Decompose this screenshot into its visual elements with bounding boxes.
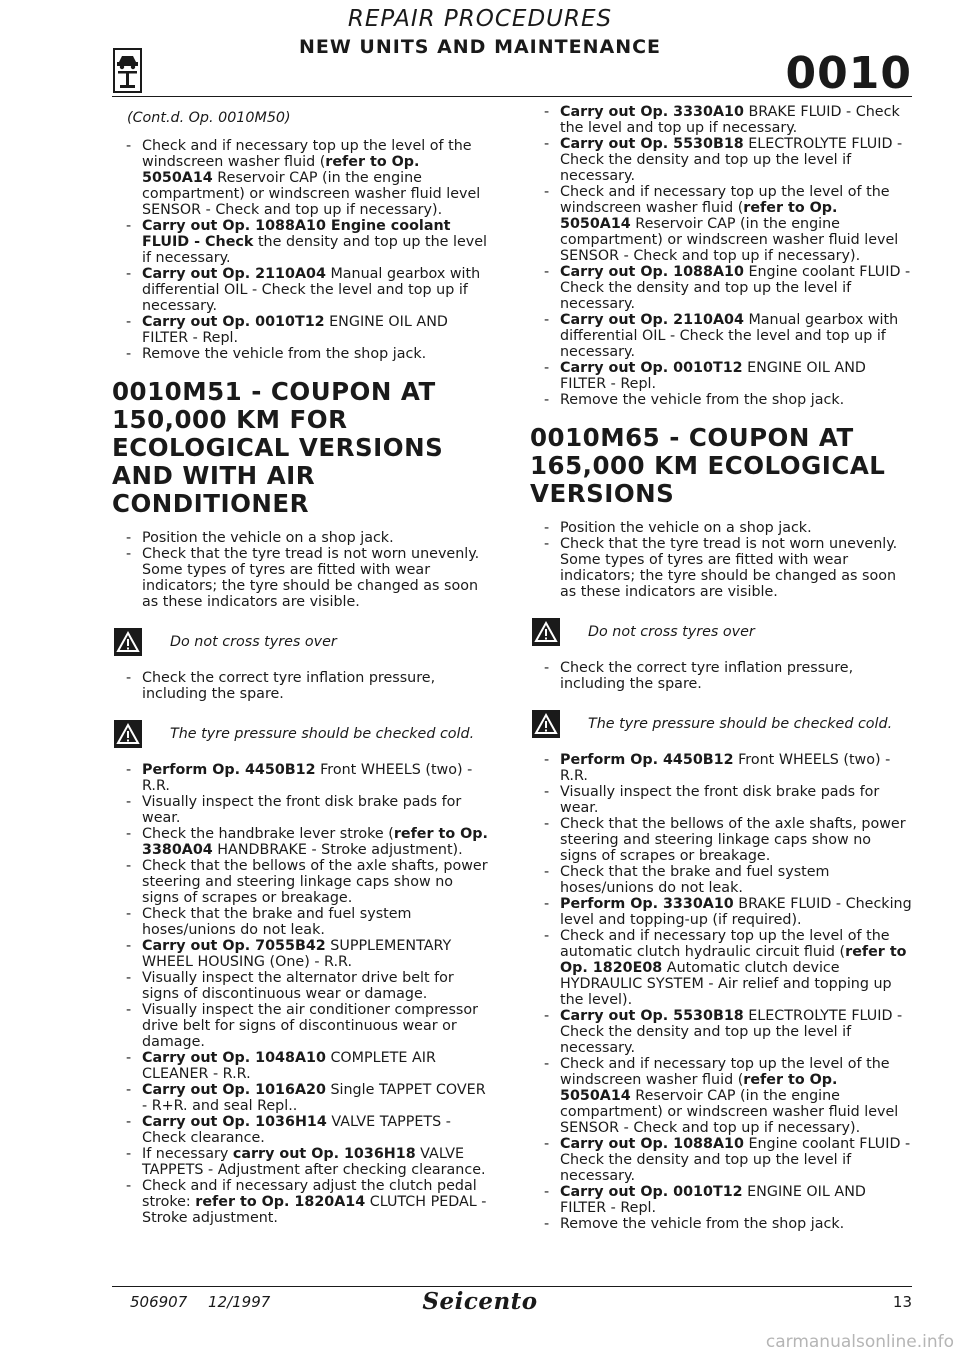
coupon-heading: 0010M65 - COUPON AT 165,000 KM ECOLOGICAL VERSIONS <box>530 423 886 508</box>
step-list <box>112 762 490 1226</box>
step-item: - Carry out Op. 3330A10 BRAKE FLUID - Check the level and top up if necessary. <box>530 104 912 136</box>
footer-divider <box>112 1286 912 1287</box>
step-item: - Perform Op. 4450B12 Front WHEELS (two) - R.R. <box>530 752 912 784</box>
step-item: - Carry out Op. 1016A20 Single TAPPET COVER - R+R. and seal Repl.. <box>112 1082 490 1114</box>
warning-note <box>530 710 912 738</box>
step-item: - Check and if necessary top up the level of the windscreen washer fluid (refer to Op. 5050A14 Reservoir CAP (in the engine compartment) or windscreen washer fluid level SENSOR - Check and top up if necessary). <box>530 184 912 264</box>
step-item: - Carry out Op. 2110A04 Manual gearbox with differential OIL - Check the level and top up if necessary. <box>530 312 912 360</box>
step-item: - Carry out Op. 1088A10 Engine coolant FLUID - Check the density and top up the level if necessary. <box>112 218 490 266</box>
step-item: - Check that the brake and fuel system hoses/unions do not leak. <box>530 864 912 896</box>
step-item: - Carry out Op. 1048A10 COMPLETE AIR CLEANER - R.R. <box>112 1050 490 1082</box>
warning-text: The tyre pressure should be checked cold. <box>170 726 475 742</box>
page-number: 13 <box>892 1293 912 1311</box>
step-item: - Position the vehicle on a shop jack. <box>530 520 912 536</box>
step-item: - Check that the tyre tread is not worn unevenly. Some types of tyres are fitted with wear indicators; the tyre should be changed as soon as these indicators are visible. <box>530 536 912 600</box>
warning-note <box>112 720 490 748</box>
step-list <box>530 752 912 1232</box>
watermark: carmanualsonline.info <box>765 1332 954 1352</box>
step-item: - Carry out Op. 5530B18 ELECTROLYTE FLUID - Check the density and top up the level if necessary. <box>530 136 912 184</box>
step-list <box>112 530 490 610</box>
step-item: - Carry out Op. 1036H14 VALVE TAPPETS - Check clearance. <box>112 1114 490 1146</box>
step-list <box>530 520 912 600</box>
step-item: - Check and if necessary top up the level of the windscreen washer fluid (refer to Op. 5050A14 Reservoir CAP (in the engine compartment) or windscreen washer fluid level SENSOR - Check and top up if necessary). <box>112 138 490 218</box>
step-item: - Check the correct tyre inflation pressure, including the spare. <box>112 670 490 702</box>
warning-icon <box>532 618 560 646</box>
step-item: - Position the vehicle on a shop jack. <box>112 530 490 546</box>
step-item: - Perform Op. 3330A10 BRAKE FLUID - Checking level and topping-up (if required). <box>530 896 912 928</box>
step-item: - Carry out Op. 1088A10 Engine coolant FLUID - Check the density and top up the level if necessary. <box>530 264 912 312</box>
continuation-note: (Cont.d. Op. 0010M50) <box>127 110 291 126</box>
warning-note <box>112 628 490 656</box>
step-item: - Check that the bellows of the axle shafts, power steering and steering linkage caps show no signs of scrapes or breakage. <box>112 858 490 906</box>
step-item: - Remove the vehicle from the shop jack. <box>530 1216 912 1232</box>
step-item: - Carry out Op. 1088A10 Engine coolant FLUID - Check the density and top up the level if necessary. <box>530 1136 912 1184</box>
step-item: - Perform Op. 4450B12 Front WHEELS (two) - R.R. <box>112 762 490 794</box>
step-item: - Check the handbrake lever stroke (refer to Op. 3380A04 HANDBRAKE - Stroke adjustment). <box>112 826 490 858</box>
step-item: - Check that the brake and fuel system hoses/unions do not leak. <box>112 906 490 938</box>
step-item: - Check and if necessary adjust the clutch pedal stroke: refer to Op. 1820A14 CLUTCH PEDAL - Stroke adjustment. <box>112 1178 490 1226</box>
page-title: REPAIR PROCEDURES <box>347 6 613 32</box>
coupon-heading: 0010M51 - COUPON AT 150,000 KM FOR ECOLOGICAL VERSIONS AND WITH AIR CONDITIONER <box>112 377 444 518</box>
step-item: - Carry out Op. 0010T12 ENGINE OIL AND FILTER - Repl. <box>530 360 912 392</box>
warning-icon <box>114 628 142 656</box>
page-subtitle: NEW UNITS AND MAINTENANCE <box>298 36 662 58</box>
step-item: - If necessary carry out Op. 1036H18 VALVE TAPPETS - Adjustment after checking clearance. <box>112 1146 490 1178</box>
warning-icon <box>532 710 560 738</box>
step-list <box>530 104 912 408</box>
step-item: - Carry out Op. 7055B42 SUPPLEMENTARY WHEEL HOUSING (One) - R.R. <box>112 938 490 970</box>
step-item: - Visually inspect the alternator drive belt for signs of discontinuous wear or damage. <box>112 970 490 1002</box>
warning-text: The tyre pressure should be checked cold. <box>588 716 893 732</box>
document-code: 506907 <box>130 1293 188 1311</box>
step-item: - Check and if necessary top up the level of the automatic clutch hydraulic circuit fluid (refer to Op. 1820E08 Automatic clutch device HYDRAULIC SYSTEM - Air relief and topping up the level). <box>530 928 912 1008</box>
step-list <box>112 138 490 362</box>
step-item: - Carry out Op. 0010T12 ENGINE OIL AND FILTER - Repl. <box>112 314 490 346</box>
step-item: - Visually inspect the air conditioner compressor drive belt for signs of discontinuous wear or damage. <box>112 1002 490 1050</box>
step-list <box>530 660 912 692</box>
step-item: - Remove the vehicle from the shop jack. <box>112 346 490 362</box>
step-item: - Carry out Op. 0010T12 ENGINE OIL AND FILTER - Repl. <box>530 1184 912 1216</box>
header-divider <box>112 96 912 97</box>
warning-text: Do not cross tyres over <box>588 624 755 640</box>
step-item: - Carry out Op. 2110A04 Manual gearbox with differential OIL - Check the level and top up if necessary. <box>112 266 490 314</box>
left-column <box>112 104 490 1226</box>
step-list <box>112 670 490 702</box>
step-item: - Visually inspect the front disk brake pads for wear. <box>530 784 912 816</box>
warning-icon <box>114 720 142 748</box>
step-item: - Check that the tyre tread is not worn unevenly. Some types of tyres are fitted with wear indicators; the tyre should be changed as soon as these indicators are visible. <box>112 546 490 610</box>
step-item: - Check and if necessary top up the level of the windscreen washer fluid (refer to Op. 5050A14 Reservoir CAP (in the engine compartment) or windscreen washer fluid level SENSOR - Check and top up if necessary). <box>530 1056 912 1136</box>
brand-logo: Seicento <box>422 1288 538 1315</box>
warning-text: Do not cross tyres over <box>170 634 337 650</box>
right-column <box>530 104 912 1232</box>
step-item: - Remove the vehicle from the shop jack. <box>530 392 912 408</box>
document-date: 12/1997 <box>208 1293 271 1311</box>
step-item: - Visually inspect the front disk brake pads for wear. <box>112 794 490 826</box>
section-code: 0010 <box>785 48 912 99</box>
step-item: - Check the correct tyre inflation pressure, including the spare. <box>530 660 912 692</box>
step-item: - Check that the bellows of the axle shafts, power steering and steering linkage caps show no signs of scrapes or breakage. <box>530 816 912 864</box>
warning-note <box>530 618 912 646</box>
step-item: - Carry out Op. 5530B18 ELECTROLYTE FLUID - Check the density and top up the level if necessary. <box>530 1008 912 1056</box>
